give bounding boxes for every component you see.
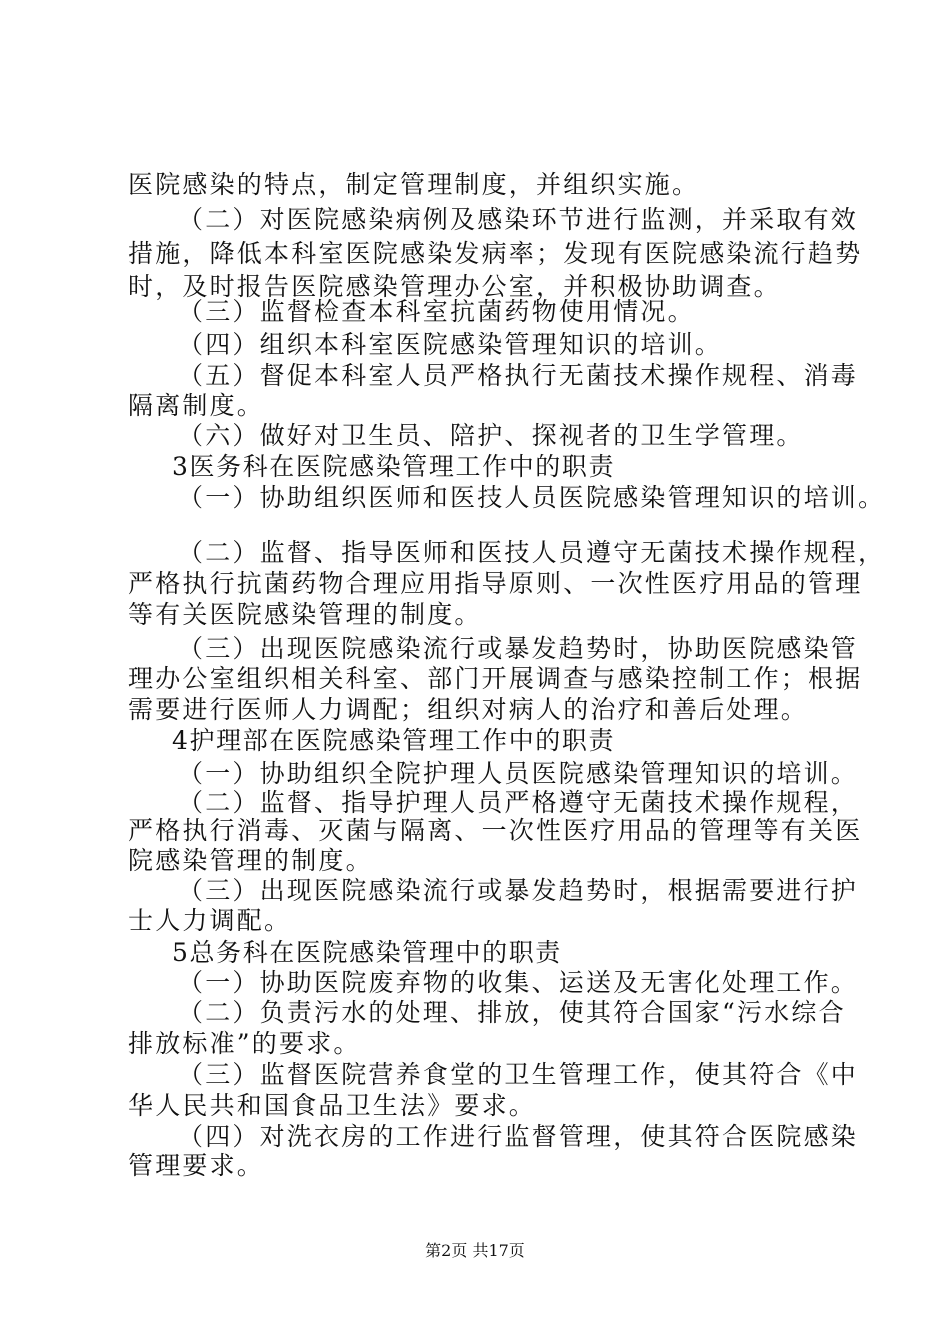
text-line: （三）出现医院感染流行或暴发趋势时，协助医院感染管: [178, 634, 859, 663]
text-line: 理办公室组织相关科室、部门开展调查与感染控制工作；根据: [128, 664, 863, 693]
text-line: 严格执行抗菌药物合理应用指导原则、一次性医疗用品的管理: [128, 569, 863, 598]
text-line: 管理要求。: [128, 1151, 265, 1180]
text-line: （四）组织本科室医院感染管理知识的培训。: [178, 330, 723, 359]
text-line: 等有关医院感染管理的制度。: [128, 600, 482, 629]
text-line: （三）监督医院营养食堂的卫生管理工作，使其符合《中: [178, 1060, 859, 1089]
text-line: （二）负责污水的处理、排放，使其符合国家“污水综合: [178, 998, 846, 1027]
text-line: 严格执行消毒、灭菌与隔离、一次性医疗用品的管理等有关医: [128, 816, 863, 845]
text-line: （二）监督、指导医师和医技人员遵守无菌技术操作规程，: [178, 538, 886, 567]
page-number-footer: 第2页 共17页: [425, 1241, 525, 1260]
text-line: （一）协助组织全院护理人员医院感染管理知识的培训。: [178, 759, 859, 788]
section-heading: 4护理部在医院感染管理工作中的职责: [172, 726, 616, 755]
section-heading: 5总务科在医院感染管理中的职责: [172, 938, 562, 967]
text-line: （六）做好对卫生员、陪护、探视者的卫生学管理。: [178, 421, 804, 450]
text-line: 需要进行医师人力调配；组织对病人的治疗和善后处理。: [128, 695, 809, 724]
text-line: （四）对洗衣房的工作进行监督管理，使其符合医院感染: [178, 1122, 859, 1151]
text-line: 措施，降低本科室医院感染发病率；发现有医院感染流行趋势: [128, 239, 863, 268]
text-line: （二）对医院感染病例及感染环节进行监测，并采取有效: [178, 205, 859, 234]
text-line: （五）督促本科室人员严格执行无菌技术操作规程、消毒: [178, 361, 859, 390]
text-line: （一）协助组织医师和医技人员医院感染管理知识的培训。: [178, 483, 886, 512]
text-line: 华人民共和国食品卫生法》要求。: [128, 1091, 537, 1120]
text-line: （三）出现医院感染流行或暴发趋势时，根据需要进行护: [178, 876, 859, 905]
text-line: 医院感染的特点，制定管理制度，并组织实施。: [128, 170, 700, 199]
text-line: 排放标准”的要求。: [128, 1029, 361, 1058]
text-line: （一）协助医院废弃物的收集、运送及无害化处理工作。: [178, 968, 859, 997]
text-line: （三）监督检查本科室抗菌药物使用情况。: [178, 297, 695, 326]
text-line: 隔离制度。: [128, 391, 265, 420]
text-line: 院感染管理的制度。: [128, 846, 373, 875]
text-line: 时，及时报告医院感染管理办公室，并积极协助调查。: [128, 272, 781, 301]
text-line: 士人力调配。: [128, 906, 292, 935]
text-line: （二）监督、指导护理人员严格遵守无菌技术操作规程，: [178, 788, 859, 817]
section-heading: 3医务科在医院感染管理工作中的职责: [172, 452, 616, 481]
